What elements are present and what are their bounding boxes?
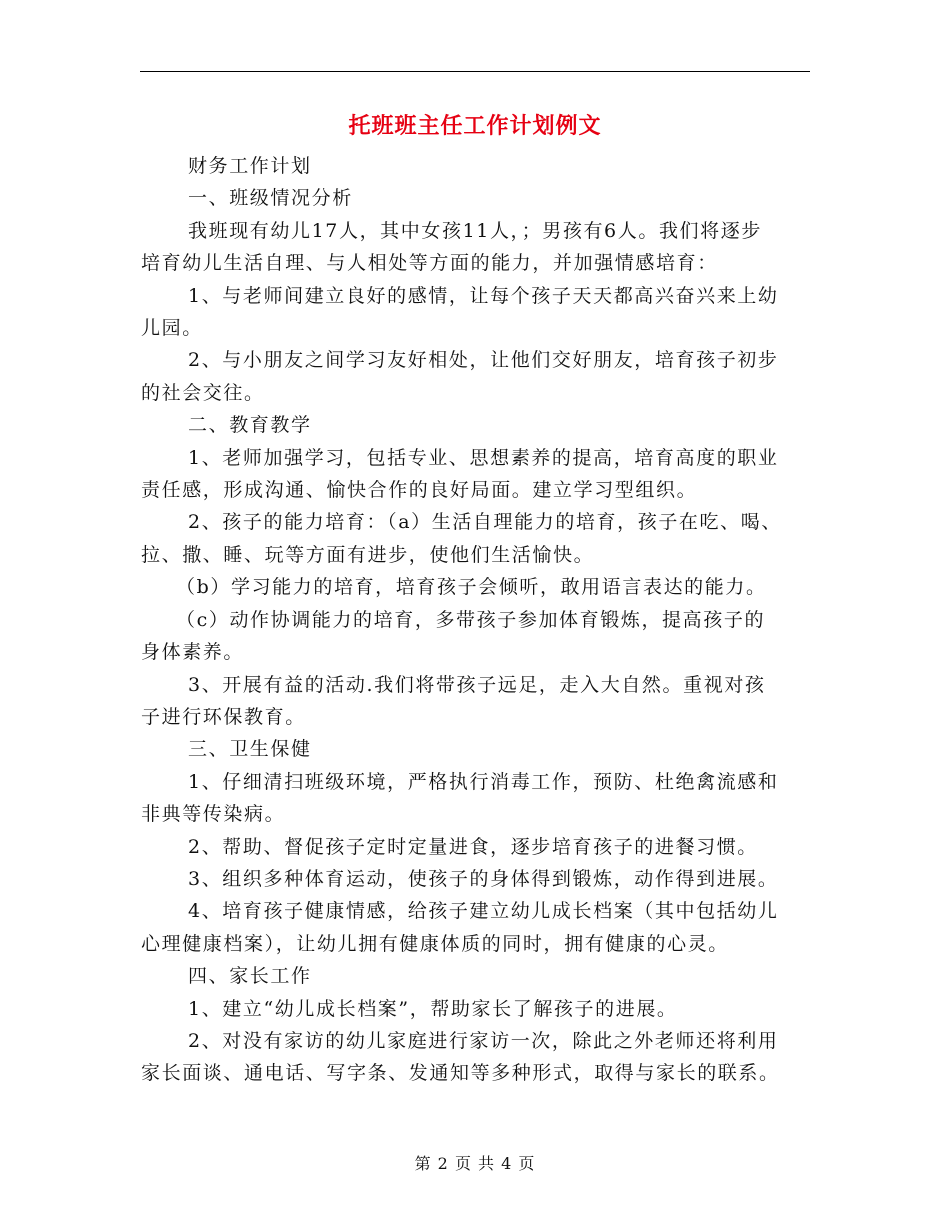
- paragraph-line: 2、与小朋友之间学习友好相处，让他们交好朋友，培育孩子初步: [188, 349, 779, 372]
- paragraph-line: 心理健康档案），让幼儿拥有健康体质的同时，拥有健康的心灵。: [141, 932, 729, 955]
- paragraph-line: 培育幼儿生活自理、与人相处等方面的能力，并加强情感培育：: [141, 252, 718, 275]
- paragraph-line: 1、建立“幼儿成长档案”，帮助家长了解孩子的进展。: [188, 997, 678, 1020]
- document-title: 托班班主任工作计划例文: [348, 113, 602, 139]
- paragraph-line: 责任感，形成沟通、愉快合作的良好局面。建立学习型组织。: [141, 479, 698, 502]
- paragraph-line: 身体素养。: [141, 641, 245, 664]
- paragraph-line: 家长面谈、通电话、写字条、发通知等多种形式，取得与家长的联系。: [141, 1062, 780, 1085]
- paragraph-line: 4、培育孩子健康情感，给孩子建立幼儿成长档案（其中包括幼儿: [188, 900, 779, 923]
- paragraph-line: 子进行环保教育。: [141, 705, 306, 728]
- paragraph-line: 非典等传染病。: [141, 803, 286, 826]
- section-heading: 三、卫生保健: [188, 738, 312, 761]
- section-heading: 四、家长工作: [188, 965, 312, 988]
- paragraph-line: 2、对没有家访的幼儿家庭进行家访一次，除此之外老师还将利用: [188, 1029, 779, 1052]
- section-heading: 二、教育教学: [188, 414, 312, 437]
- section-heading: 一、班级情况分析: [188, 187, 353, 210]
- paragraph-line: 1、老师加强学习，包括专业、思想素养的提高，培育高度的职业: [188, 446, 779, 469]
- paragraph-line: （c）动作协调能力的培育，多带孩子参加体育锻炼，提高孩子的: [176, 608, 766, 631]
- paragraph-line: 我班现有幼儿17人，其中女孩11人，；男孩有6人。我们将逐步: [188, 219, 762, 242]
- section-heading: 财务工作计划: [188, 155, 312, 177]
- document-body: [141, 150, 811, 1090]
- paragraph-line: 3、开展有益的活动.我们将带孩子远足，走入大自然。重视对孩: [188, 673, 766, 696]
- header-rule: [140, 71, 810, 72]
- paragraph-line: 儿园。: [141, 317, 203, 340]
- paragraph-line: 1、与老师间建立良好的感情，让每个孩子天天都高兴奋兴来上幼: [188, 284, 779, 307]
- paragraph-line: 的社会交往。: [141, 381, 265, 404]
- paragraph-line: 2、孩子的能力培育：（a）生活自理能力的培育，孩子在吃、喝、: [188, 511, 782, 534]
- page-footer: 第 2 页 共 4 页: [414, 1154, 536, 1173]
- paragraph-line: 3、组织多种体育运动，使孩子的身体得到锻炼，动作得到进展。: [188, 867, 779, 890]
- paragraph-line: 拉、撒、睡、玩等方面有进步，使他们生活愉快。: [141, 543, 595, 566]
- paragraph-line: 1、仔细清扫班级环境，严格执行消毒工作，预防、杜绝禽流感和: [188, 770, 779, 793]
- paragraph-line: 2、帮助、督促孩子定时定量进食，逐步培育孩子的进餐习惯。: [188, 835, 758, 858]
- paragraph-line: （b）学习能力的培育，培育孩子会倾听，敢用语言表达的能力。: [176, 576, 767, 599]
